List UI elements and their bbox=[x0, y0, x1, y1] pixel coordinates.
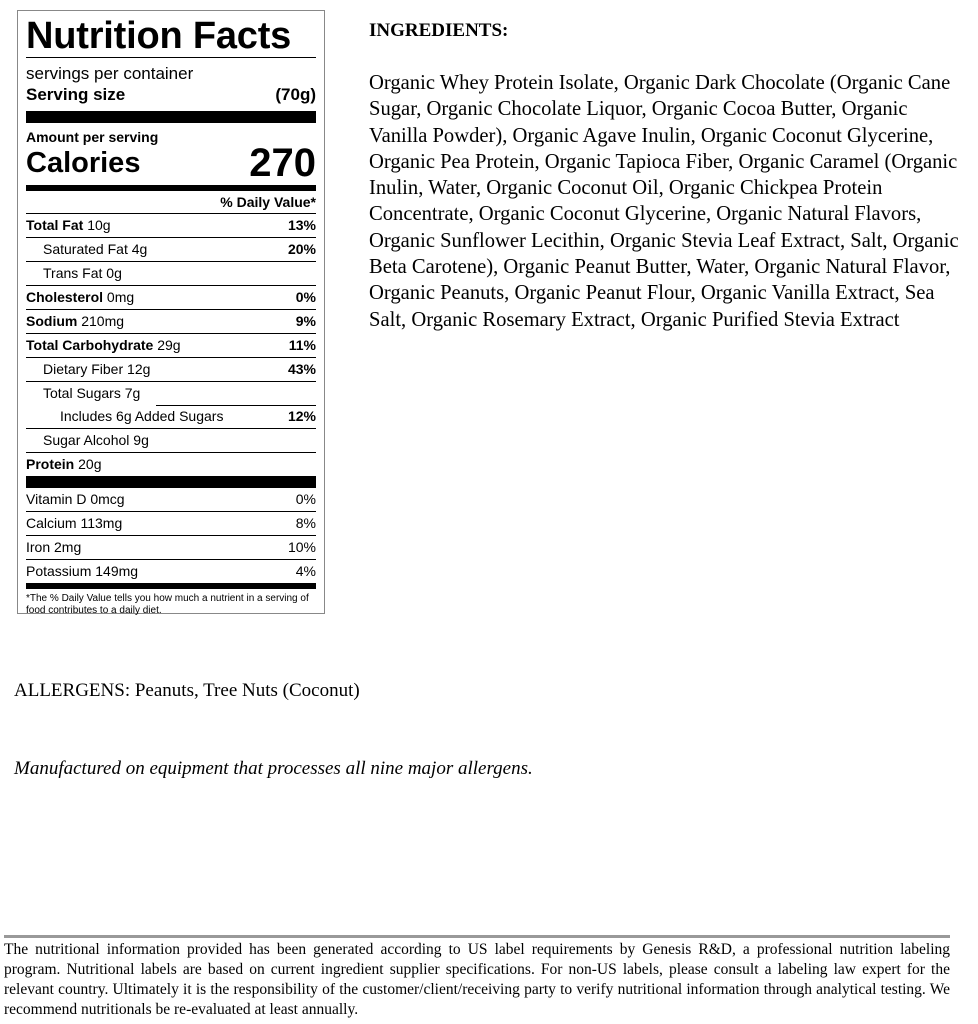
nutrient-row-total-sugars bbox=[26, 381, 316, 405]
nutrient-row-dietary-fiber bbox=[26, 357, 316, 381]
calories-row bbox=[26, 141, 316, 185]
vitamin-name: Calcium bbox=[26, 515, 77, 531]
nutrient-row-trans-fat bbox=[26, 261, 316, 285]
nutrient-amount: 10g bbox=[87, 217, 111, 233]
nutrient-row-total-carbohydrate bbox=[26, 333, 316, 357]
vitamin-amount: 2mg bbox=[54, 539, 82, 555]
disclaimer-divider bbox=[4, 935, 950, 938]
nutrient-name: Trans Fat bbox=[43, 265, 103, 281]
heavy-divider bbox=[26, 111, 316, 123]
calories-value: 270 bbox=[249, 141, 316, 185]
nutrient-name: Total Carbohydrate bbox=[26, 337, 154, 353]
nutrient-amount: 12g bbox=[127, 361, 151, 377]
vitamin-name: Iron bbox=[26, 539, 51, 555]
nutrient-amount: 4g bbox=[131, 241, 148, 257]
nutrient-name: Total Sugars bbox=[43, 385, 121, 401]
nutrient-name: Sodium bbox=[26, 313, 78, 329]
divider bbox=[26, 57, 316, 58]
nutrient-name: Cholesterol bbox=[26, 289, 104, 305]
disclaimer-text: The nutritional information provided has been generated according to US label requirements by Genesis R&D, a professional nutrition labeling program. Nutritional labels are based on current ingredient supplier specifications. For non-US labels, please consult a labeling law expert for the relevant country. Ultimately it is the responsibility of the customer/client/receiving party to verify nutritional information through analytical testing. We recommend nutritionals be re-evaluated at least annually. bbox=[4, 941, 950, 1018]
nutrient-row-cholesterol bbox=[26, 285, 316, 309]
vitamin-amount: 113mg bbox=[80, 515, 123, 531]
nutrient-dv: 43% bbox=[287, 361, 316, 377]
nutrient-name: Includes 6g Added Sugars bbox=[60, 408, 224, 424]
nutrient-row-total-fat bbox=[26, 213, 316, 237]
vitamin-row-potassium bbox=[26, 559, 316, 583]
amount-per-serving: Amount per serving bbox=[26, 129, 159, 145]
nutrient-row-added-sugars bbox=[26, 405, 316, 428]
ingredients-text: Organic Whey Protein Isolate, Organic Dark Chocolate (Organic Cane Sugar, Organic Chocolate Liquor, Organic Cocoa Butter, Organic Vanilla Powder), Organic Agave Inulin, Organic Coconut Glycerine, Organic Pea Protein, Organic Tapioca Fiber, Organic Caramel (Organic Inulin, Water, Organic Coconut Oil, Organic Chickpea Protein Concentrate, Organic Coconut Glycerine, Organic Natural Flavors, Organic Sunflower Lecithin, Organic Stevia Leaf Extract, Salt, Organic Beta Carotene), Organic Peanut Butter, Water, Organic Natural Flavor, Organic Peanuts, Organic Peanut Flour, Organic Vanilla Extract, Sea Salt, Organic Rosemary Extract, Organic Purified Stevia Extract bbox=[369, 72, 959, 331]
vitamin-dv: 4% bbox=[295, 563, 316, 579]
nutrient-amount: 7g bbox=[124, 385, 141, 401]
serving-size-value: (70g) bbox=[275, 85, 316, 104]
vitamin-dv: 10% bbox=[287, 539, 316, 555]
nutrient-amount: 210mg bbox=[81, 313, 125, 329]
nutrient-name: Dietary Fiber bbox=[43, 361, 124, 377]
nutrient-name: Protein bbox=[26, 456, 75, 472]
daily-value-header: % Daily Value* bbox=[220, 194, 316, 210]
manufacturing-note: Manufactured on equipment that processes all nine major allergens. bbox=[14, 758, 533, 779]
serving-size-row bbox=[26, 84, 316, 106]
nutrient-amount: 0mg bbox=[106, 289, 135, 305]
nutrient-amount: 0g bbox=[106, 265, 122, 281]
vitamin-row-iron bbox=[26, 535, 316, 559]
nutrient-dv: 0% bbox=[295, 289, 316, 305]
nutrient-row-sugar-alcohol bbox=[26, 428, 316, 452]
nutrient-amount: 29g bbox=[157, 337, 181, 353]
vitamin-row-vitamin-d bbox=[26, 488, 316, 511]
nutrient-row-protein bbox=[26, 452, 316, 476]
serving-size-label: Serving size bbox=[26, 85, 126, 104]
servings-per-container: servings per container bbox=[26, 64, 194, 83]
nutrient-amount: 20g bbox=[78, 456, 102, 472]
medium-divider bbox=[26, 583, 316, 589]
nutrient-dv: 11% bbox=[288, 337, 316, 353]
nutrient-dv: 12% bbox=[287, 408, 316, 424]
nutrient-name: Total Fat bbox=[26, 217, 84, 233]
heavy-divider bbox=[26, 476, 316, 488]
ingredients-heading: INGREDIENTS: bbox=[369, 20, 509, 41]
nutrient-row-saturated-fat bbox=[26, 237, 316, 261]
calories-label: Calories bbox=[26, 147, 141, 179]
nutrient-dv: 9% bbox=[295, 313, 316, 329]
vitamin-amount: 0mcg bbox=[90, 491, 125, 507]
nutrition-facts-panel bbox=[17, 10, 325, 614]
nutrition-title: Nutrition Facts bbox=[26, 15, 292, 57]
vitamin-row-calcium bbox=[26, 511, 316, 535]
nutrient-row-sodium bbox=[26, 309, 316, 333]
vitamin-dv: 8% bbox=[295, 515, 316, 531]
daily-value-footnote: *The % Daily Value tells you how much a nutrient in a serving of food contributes to a daily diet. bbox=[26, 593, 309, 616]
nutrient-name: Sugar Alcohol bbox=[43, 432, 130, 448]
allergens-statement: ALLERGENS: Peanuts, Tree Nuts (Coconut) bbox=[14, 680, 360, 701]
vitamin-dv: 0% bbox=[295, 491, 316, 507]
vitamin-amount: 149mg bbox=[95, 563, 139, 579]
nutrient-dv: 20% bbox=[287, 241, 316, 257]
vitamin-name: Vitamin D bbox=[26, 491, 87, 507]
nutrient-name: Saturated Fat bbox=[43, 241, 128, 257]
nutrient-amount: 9g bbox=[133, 432, 149, 448]
nutrient-dv: 13% bbox=[287, 217, 316, 233]
vitamin-name: Potassium bbox=[26, 563, 92, 579]
